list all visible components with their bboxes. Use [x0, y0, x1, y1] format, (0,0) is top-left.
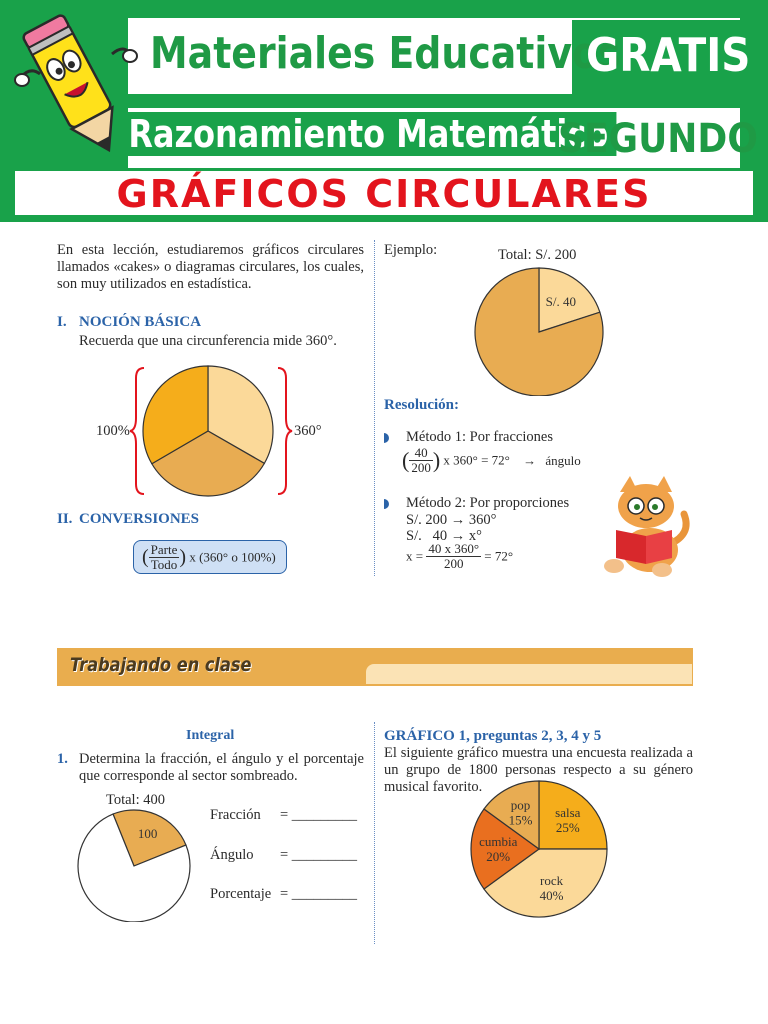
- slice-percent-label: 20%: [486, 849, 511, 864]
- method1-rest: x 360° = 72°: [443, 452, 510, 468]
- degrees-label: 360°: [294, 423, 322, 439]
- column-divider-bottom: [374, 722, 375, 944]
- method2-line1: S/. 200 → 360°: [406, 512, 497, 528]
- section2-number: II.: [57, 511, 73, 527]
- intro-paragraph: En esta lección, estudiaremos gráficos circulares llamados «cakes» o diagramas circulares, los cuales, son muy utilizados en estadística.: [57, 242, 364, 292]
- method2-formula: [406, 542, 513, 571]
- left-brace: [130, 368, 144, 494]
- grade-label: SEGUNDO: [558, 116, 758, 162]
- method1-fraction: [409, 446, 433, 475]
- example-label: Ejemplo:: [384, 242, 438, 258]
- banner-title: Trabajando en clase: [70, 654, 252, 676]
- section1-text: Recuerda que una circunferencia mide 360°.: [79, 333, 337, 349]
- column-divider-top: [374, 240, 375, 576]
- section1-number: I.: [57, 314, 67, 330]
- conversion-formula-box: ( $\frac{\text{Parte}}{\text{Todo}}$ ) x (360° o 100%): [133, 540, 287, 574]
- slice-label: 100: [137, 826, 158, 841]
- example-pie-chart: [470, 266, 608, 396]
- method2-denominator: 200: [443, 556, 464, 571]
- formula-fraction: [149, 543, 180, 572]
- slice-label: cumbia: [479, 834, 518, 849]
- slice-label: rock: [540, 872, 564, 888]
- percentage-blank: = _________: [280, 886, 358, 902]
- method1-numerator: 40: [409, 446, 433, 461]
- method1-title: Método 1: Por fracciones: [406, 429, 553, 445]
- slice-label: pop: [510, 797, 531, 813]
- exercise-pie-chart: [76, 808, 198, 922]
- method2-x: x =: [406, 548, 424, 564]
- music-pie-chart: [464, 780, 614, 920]
- exercise-text: Determina la fracción, el ángulo y el porcentaje que corresponde al sector sombreado.: [79, 751, 364, 784]
- site-title: Materiales Educativos: [150, 28, 621, 79]
- method1-denominator: 200: [411, 460, 431, 475]
- formula-numerator: Parte: [150, 542, 178, 557]
- slice-percent-label: 15%: [508, 812, 533, 828]
- grafico1-text: El siguiente gráfico muestra una encuesta realizada a un grupo de 1800 personas respecto a su género musical favorito.: [384, 745, 693, 795]
- method2-numerator: 40 x 360°: [428, 541, 480, 556]
- method1-result: ángulo: [545, 452, 581, 468]
- exercise-number: 1.: [57, 751, 68, 767]
- slice-percent-label: 25%: [555, 820, 580, 836]
- subject-title: Razonamiento Matemático: [120, 112, 617, 156]
- fraction-blank: = _________: [280, 807, 358, 823]
- reading-cat-icon: [600, 474, 692, 578]
- section1-title: NOCIÓN BÁSICA: [79, 314, 202, 330]
- formula-denominator: Todo: [150, 557, 178, 572]
- method2-fraction: [426, 542, 481, 571]
- example-total: Total: S/. 200: [498, 247, 577, 263]
- method2-title: Método 2: Por proporciones: [406, 495, 570, 511]
- section-banner-highlight: [366, 664, 692, 684]
- resolution-title: Resolución:: [384, 397, 459, 413]
- right-brace: [278, 368, 292, 494]
- formula-rest: x (360° o 100%): [189, 549, 276, 565]
- gratis-badge: GRATIS: [586, 28, 751, 82]
- method2-line2: S/. 40 → x°: [406, 528, 482, 544]
- slice-label: S/. 40: [545, 294, 576, 309]
- bullet-icon: [384, 433, 392, 443]
- angle-blank: = _________: [280, 847, 358, 863]
- method2-result: = 72°: [484, 548, 514, 564]
- percent-label: 100%: [96, 423, 130, 439]
- level-title: Integral: [186, 728, 235, 743]
- section2-title: CONVERSIONES: [79, 511, 200, 527]
- slice-label: salsa: [555, 805, 581, 821]
- method1-arrow: →: [523, 452, 537, 468]
- method1-formula: ( $\frac{40}{200}$ ) x 360° = 72° → ángulo: [402, 445, 581, 475]
- exercise-total: Total: 400: [106, 792, 165, 808]
- bullet-icon: [384, 499, 392, 509]
- pencil-mascot-icon: [14, 8, 138, 164]
- percentage-label: Porcentaje: [210, 886, 272, 902]
- angle-label: Ángulo: [210, 847, 254, 863]
- slice-percent-label: 40%: [539, 887, 564, 903]
- page-title: GRÁFICOS CIRCULARES: [116, 172, 652, 216]
- fraction-label: Fracción: [210, 807, 261, 823]
- basic-pie-chart: [128, 364, 294, 498]
- grafico1-title: GRÁFICO 1, preguntas 2, 3, 4 y 5: [384, 728, 602, 744]
